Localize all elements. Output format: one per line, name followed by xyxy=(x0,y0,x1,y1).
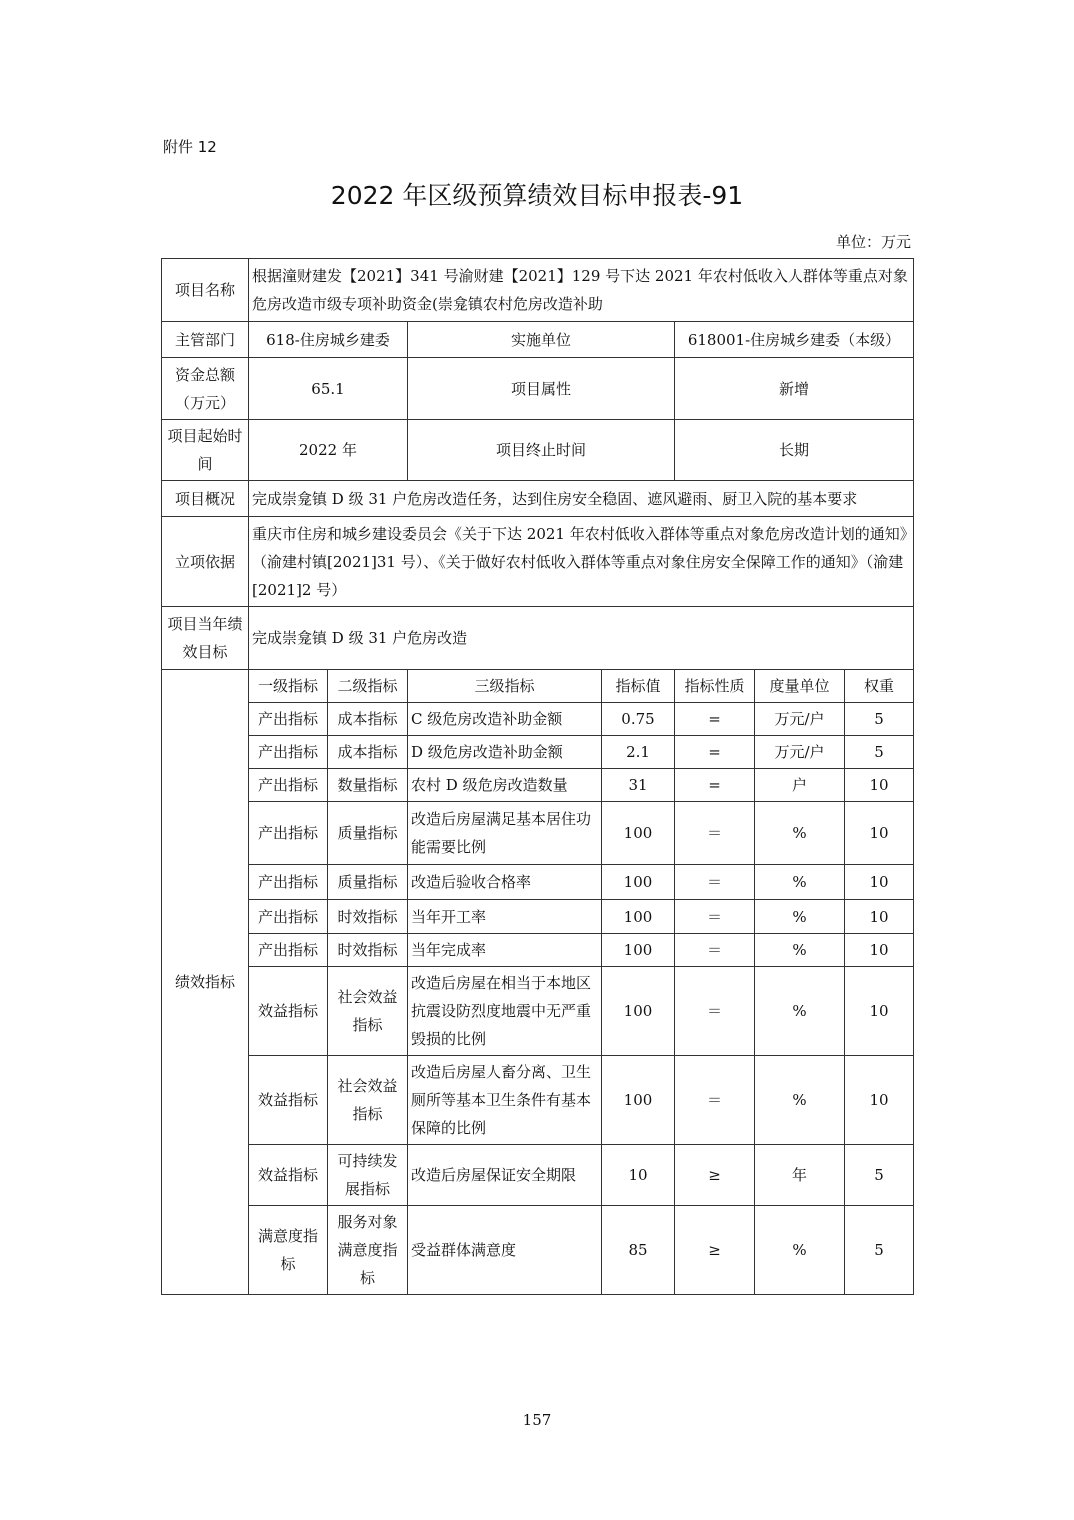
indicator-value: 85 xyxy=(602,1206,675,1295)
indicator-unit: % xyxy=(755,802,845,865)
header-l1: 一级指标 xyxy=(249,670,328,703)
indicator-unit: 万元/户 xyxy=(755,703,845,736)
row-overview xyxy=(162,481,914,517)
indicator-nature: ≥ xyxy=(675,1145,755,1206)
indicator-nature: ≥ xyxy=(675,1206,755,1295)
indicator-l1: 满意度指标 xyxy=(249,1206,328,1295)
indicator-l2: 服务对象满意度指标 xyxy=(328,1206,408,1295)
indicator-l1: 产出指标 xyxy=(249,703,328,736)
indicator-weight: 10 xyxy=(845,769,914,802)
indicator-unit: % xyxy=(755,865,845,900)
indicator-l1: 效益指标 xyxy=(249,967,328,1056)
indicator-nature: = xyxy=(675,769,755,802)
row-fund xyxy=(162,358,914,420)
indicator-l2: 质量指标 xyxy=(328,802,408,865)
indicator-nature: ＝ xyxy=(675,967,755,1056)
indicator-l2: 可持续发展指标 xyxy=(328,1145,408,1206)
header-l2: 二级指标 xyxy=(328,670,408,703)
table-row xyxy=(162,736,914,769)
indicator-value: 31 xyxy=(602,769,675,802)
fund-value: 65.1 xyxy=(249,358,408,420)
indicator-weight: 10 xyxy=(845,900,914,934)
indicator-unit: % xyxy=(755,934,845,967)
table-row xyxy=(162,769,914,802)
start-label: 项目起始时间 xyxy=(162,420,249,481)
indicator-l1: 产出指标 xyxy=(249,900,328,934)
table-row xyxy=(162,900,914,934)
page-title: 2022 年区级预算绩效目标申报表-91 xyxy=(330,181,744,210)
basis-value: 重庆市住房和城乡建设委员会《关于下达 2021 年农村低收入群体等重点对象危房改造计划的通知》（渝建村镇[2021]31 号）、《关于做好农村低收入群体等重点对象住房安全保障工作的通知》（渝建[2021]2 号） xyxy=(249,517,914,607)
indicator-value: 100 xyxy=(602,967,675,1056)
indicator-l1: 效益指标 xyxy=(249,1056,328,1145)
indicator-value: 100 xyxy=(602,934,675,967)
indicator-l3: 当年开工率 xyxy=(408,900,602,934)
indicator-l3: C 级危房改造补助金额 xyxy=(408,703,602,736)
table-row xyxy=(162,802,914,865)
indicator-unit: 户 xyxy=(755,769,845,802)
header-l3: 三级指标 xyxy=(408,670,602,703)
indicator-l1: 产出指标 xyxy=(249,769,328,802)
indicator-l2: 数量指标 xyxy=(328,769,408,802)
indicator-unit: % xyxy=(755,967,845,1056)
indicator-l2: 社会效益指标 xyxy=(328,1056,408,1145)
indicator-weight: 10 xyxy=(845,934,914,967)
indicator-unit: 年 xyxy=(755,1145,845,1206)
attr-label: 项目属性 xyxy=(408,358,675,420)
project-name-label: 项目名称 xyxy=(162,259,249,322)
indicator-l3: D 级危房改造补助金额 xyxy=(408,736,602,769)
indicator-nature: = xyxy=(675,736,755,769)
indicator-weight: 10 xyxy=(845,967,914,1056)
indicator-nature: ＝ xyxy=(675,802,755,865)
indicators-section-label: 绩效指标 xyxy=(162,670,249,1295)
indicator-value: 100 xyxy=(602,802,675,865)
row-goal xyxy=(162,607,914,670)
indicator-unit: 万元/户 xyxy=(755,736,845,769)
table-row xyxy=(162,1206,914,1295)
indicator-weight: 5 xyxy=(845,1145,914,1206)
indicator-nature: = xyxy=(675,703,755,736)
indicator-l3: 当年完成率 xyxy=(408,934,602,967)
dept-label: 主管部门 xyxy=(162,322,249,358)
indicator-l3: 改造后房屋满足基本居住功能需要比例 xyxy=(408,802,602,865)
impl-label: 实施单位 xyxy=(408,322,675,358)
start-value: 2022 年 xyxy=(249,420,408,481)
end-label: 项目终止时间 xyxy=(408,420,675,481)
indicator-l1: 产出指标 xyxy=(249,802,328,865)
fund-label: 资金总额（万元） xyxy=(162,358,249,420)
header-nature: 指标性质 xyxy=(675,670,755,703)
overview-value: 完成崇龛镇 D 级 31 户危房改造任务，达到住房安全稳固、遮风避雨、厨卫入院的基本要求 xyxy=(249,481,914,517)
table-row xyxy=(162,703,914,736)
indicator-l3: 农村 D 级危房改造数量 xyxy=(408,769,602,802)
indicator-nature: ＝ xyxy=(675,934,755,967)
indicator-value: 2.1 xyxy=(602,736,675,769)
table-row xyxy=(162,967,914,1056)
row-time xyxy=(162,420,914,481)
indicator-l2: 社会效益指标 xyxy=(328,967,408,1056)
goal-value: 完成崇龛镇 D 级 31 户危房改造 xyxy=(249,607,914,670)
indicator-value: 10 xyxy=(602,1145,675,1206)
indicator-l3: 受益群体满意度 xyxy=(408,1206,602,1295)
indicator-l3: 改造后房屋保证安全期限 xyxy=(408,1145,602,1206)
indicator-l2: 时效指标 xyxy=(328,934,408,967)
indicator-l1: 产出指标 xyxy=(249,865,328,900)
header-unit: 度量单位 xyxy=(755,670,845,703)
indicator-header-row xyxy=(162,670,914,703)
row-basis xyxy=(162,517,914,607)
indicator-weight: 10 xyxy=(845,865,914,900)
page-number: 157 xyxy=(522,1411,552,1429)
row-department xyxy=(162,322,914,358)
indicator-weight: 10 xyxy=(845,802,914,865)
indicator-unit: % xyxy=(755,1206,845,1295)
indicator-value: 100 xyxy=(602,865,675,900)
header-weight: 权重 xyxy=(845,670,914,703)
indicator-l2: 时效指标 xyxy=(328,900,408,934)
goal-label: 项目当年绩效目标 xyxy=(162,607,249,670)
table-row xyxy=(162,1145,914,1206)
indicator-unit: % xyxy=(755,1056,845,1145)
indicator-value: 0.75 xyxy=(602,703,675,736)
budget-table xyxy=(161,258,914,1295)
indicator-l2: 成本指标 xyxy=(328,703,408,736)
indicator-weight: 10 xyxy=(845,1056,914,1145)
indicator-weight: 5 xyxy=(845,703,914,736)
indicator-value: 100 xyxy=(602,900,675,934)
project-name-value: 根据潼财建发【2021】341 号渝财建【2021】129 号下达 2021 年农村低收入人群体等重点对象危房改造市级专项补助资金(崇龛镇农村危房改造补助 xyxy=(249,259,914,322)
basis-label: 立项依据 xyxy=(162,517,249,607)
overview-label: 项目概况 xyxy=(162,481,249,517)
unit-label: 单位：万元 xyxy=(835,233,911,251)
indicator-l1: 产出指标 xyxy=(249,934,328,967)
indicator-l1: 效益指标 xyxy=(249,1145,328,1206)
attr-value: 新增 xyxy=(675,358,914,420)
indicator-value: 100 xyxy=(602,1056,675,1145)
dept-value: 618-住房城乡建委 xyxy=(249,322,408,358)
impl-value: 618001-住房城乡建委（本级） xyxy=(675,322,914,358)
table-row xyxy=(162,1056,914,1145)
indicator-nature: ＝ xyxy=(675,1056,755,1145)
indicator-l1: 产出指标 xyxy=(249,736,328,769)
end-value: 长期 xyxy=(675,420,914,481)
attachment-label: 附件 12 xyxy=(163,138,217,156)
indicator-nature: ＝ xyxy=(675,865,755,900)
indicator-weight: 5 xyxy=(845,1206,914,1295)
indicator-l3: 改造后验收合格率 xyxy=(408,865,602,900)
header-value: 指标值 xyxy=(602,670,675,703)
indicator-l2: 成本指标 xyxy=(328,736,408,769)
table-row xyxy=(162,865,914,900)
indicator-l3: 改造后房屋在相当于本地区抗震设防烈度地震中无严重毁损的比例 xyxy=(408,967,602,1056)
indicator-unit: % xyxy=(755,900,845,934)
indicator-l2: 质量指标 xyxy=(328,865,408,900)
indicator-l3: 改造后房屋人畜分离、卫生厕所等基本卫生条件有基本保障的比例 xyxy=(408,1056,602,1145)
indicator-weight: 5 xyxy=(845,736,914,769)
row-project-name xyxy=(162,259,914,322)
table-row xyxy=(162,934,914,967)
indicator-nature: ＝ xyxy=(675,900,755,934)
